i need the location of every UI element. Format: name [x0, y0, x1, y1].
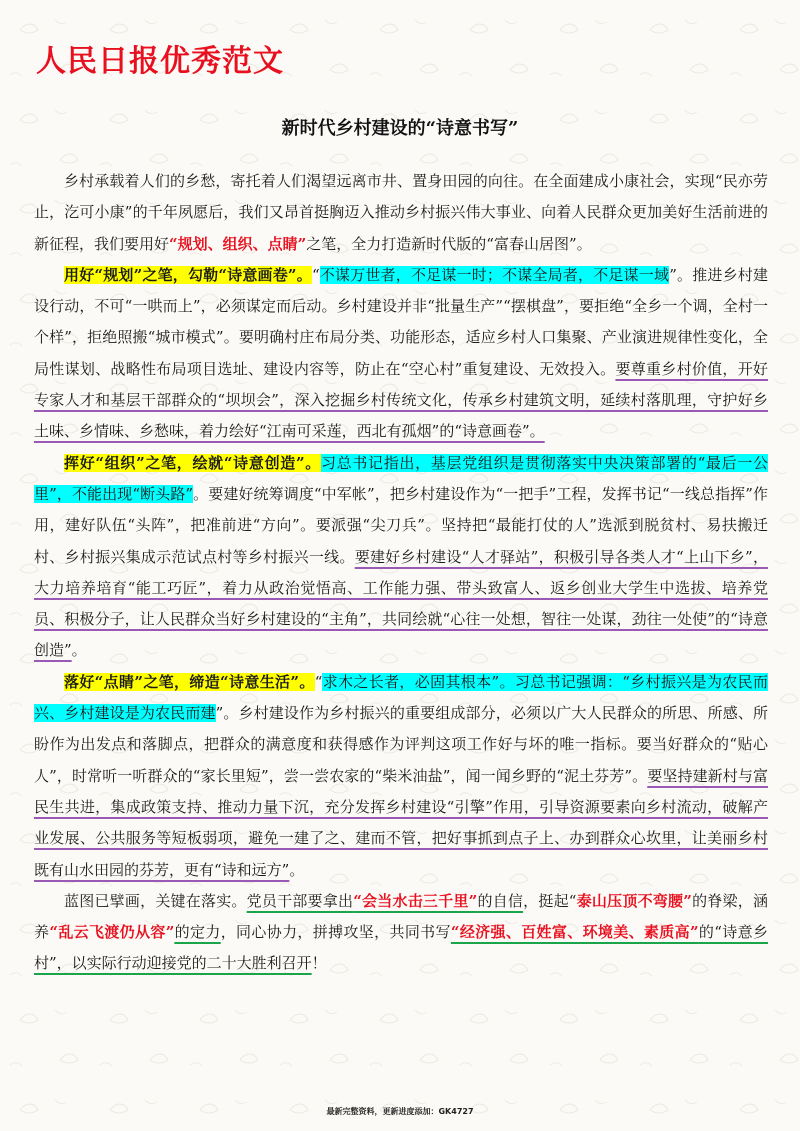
article-title: 新时代乡村建设的“诗意书写” [281, 118, 519, 139]
paragraph-3: 挥好“组织”之笔，绘就“诗意创造”。习总书记指出，基层党组织是贯彻落实中央决策部署的“最后一公里”，不能出现“断头路”。要建好统筹调度“中军帐”，把乡村建设作为“一把手”工程，发挥书记“一线总指挥”作用，建好队伍“头阵”，把准前进“方向”。要派强“尖刀兵”。坚持把“最能打仗的人”选派到脱贫村、易扶搬迁村、乡村振兴集成示范试点村等乡村振兴一线。要建好乡村建设“人才驿站”，积极引导各类人才“上山下乡”，大力培养培育“能工巧匠”，着力从政治觉悟高、工作能力强、带头致富人、返乡创业大学生中选拔、培养党员、积极分子，让人民群众当好乡村建设的“主角”，共同绘就“心往一处想，智往一处谋，劲往一处使”的“诗意创造”。 [34, 453, 769, 660]
paragraph-2: 用好“规划”之笔，勾勒“诗意画卷”。“不谋万世者，不足谋一时；不谋全局者，不足谋一域”。推进乡村建设行动，不可“一哄而上”，必须谋定而后动。乡村建设并非“批量生产”“摆棋盘”，要拒绝“全乡一个调，全村一个样”，拒绝照搬“城市模式”。要明确村庄布局分类、功能形态，适应乡村人口集聚、产业演进规律性变化，全局性谋划、战略性布局项目选址、建设内容等，防止在“空心村”重复建设、无效投入。要尊重乡村价值，开好专家人才和基层干部群众的“坝坝会”，深入挖掘乡村传统文化，传承乡村建筑文明，延续村落肌理，守护好乡土味、乡情味、乡愁味，着力绘好“江南可采莲，西北有孤烟”的“诗意画卷”。 [34, 265, 768, 441]
underlined-text: 的“诗意乡村”，以实际行动迎接党的二十大胜利召开 [34, 923, 768, 973]
quote-highlight: 求木之长者，必固其根本”。习总书记强调：“乡村振兴是为农民而兴、乡村建设是为农民而建 [34, 672, 769, 723]
quote-highlight: 习总书记指出，基层党组织是贯彻落实中央决策部署的“最后一公里”，不能出现“断头路” [34, 453, 769, 503]
quote-highlight: 不谋万世者，不足谋一时；不谋全局者，不足谋一域 [319, 265, 670, 284]
paragraph-5: 蓝图已擘画，关键在落实。党员干部要拿出“会当水击三千里”的自信，挺起“泰山压顶不弯腰”的脊梁，涵养“乱云飞渡仍从容”的定力，同心协力，拼搏攻坚，共同书写“经济强、百姓富、环境美、素质高”的“诗意乡村”，以实际行动迎接党的二十大胜利召开！ [34, 891, 768, 973]
underlined-text: 要尊重乡村价值，开好专家人才和基层干部群众的“坝坝会”，深入挖掘乡村传统文化，传承乡村建筑文明，延续村落肌理，守护好乡土味、乡情味、乡愁味，着力绘好“江南可采莲，西北有孤烟”的“诗意画卷”。 [34, 359, 768, 441]
article-body [34, 166, 768, 980]
underlined-text: 党员干部要拿出“会当水击三千里”的自信 [246, 891, 524, 910]
section-heading-organization: 挥好“组织”之笔，绘就“诗意创造”。 [64, 453, 321, 472]
page-header: 人民日报优秀范文 [36, 44, 284, 79]
section-heading-planning: 用好“规划”之笔，勾勒“诗意画卷”。 [64, 265, 312, 284]
underlined-text: 的定力 [174, 923, 221, 942]
paragraph-1: 乡村承载着人们的乡愁，寄托着人们渴望远离市井、置身田园的向往。在全面建成小康社会，实现“民亦劳止，汔可小康”的千年夙愿后，我们又昂首挺胸迈入推动乡村振兴伟大事业、向着人民群众更加美好生活前进的新征程，我们要用好“规划、组织、点睛”之笔，全力打造新时代版的“富春山居图”。 [34, 172, 768, 253]
page-footer: 最新完整资料，更新进度添加：GK4727 [326, 1107, 474, 1116]
underlined-text: “经济强、百姓富、环境美、素质高” [450, 923, 699, 942]
paragraph-4: 落好“点睛”之笔，缔造“诗意生活”。“求木之长者，必固其根本”。习总书记强调：“乡村振兴是为农民而兴、乡村建设是为农民而建”。乡村建设作为乡村振兴的重要组成部分，必须以广大人民群众的所思、所感、所盼作为出发点和落脚点，把群众的满意度和获得感作为评判这项工作好与坏的唯一指标。要当好群众的“贴心人”，时常听一听群众的“家长里短”，尝一尝农家的“柴米油盐”，闻一闻乡野的“泥土芬芳”。要坚持建新村与富民生共进，集成政策支持、推动力量下沉，充分发挥乡村建设“引擎”作用，引导资源要素向乡村流动，破解产业发展、公共服务等短板弱项，避免一建了之、建而不管，把好事抓到点子上、办到群众心坎里，让美丽乡村既有山水田园的芬芳，更有“诗和远方”。 [34, 672, 769, 879]
underlined-text: 要坚持建新村与富民生共进，集成政策支持、推动力量下沉，充分发挥乡村建设“引擎”作用，引导资源要素向乡村流动，破解产业发展、公共服务等短板弱项，避免一建了之、建而不管，把好事抓到点子上、办到群众心坎里，让美丽乡村既有山水田园的芬芳，更有“诗和远方” [34, 766, 768, 879]
section-heading-finishing: 落好“点睛”之笔，缔造“诗意生活”。 [64, 672, 315, 691]
underlined-text: 要建好乡村建设“人才驿站”，积极引导各类人才“上山下乡”，大力培养培育“能工巧匠”，着力从政治觉悟高、工作能力强、带头致富人、返乡创业大学生中选拔、培养党员、积极分子，让人民群众当好乡村建设的“主角”，共同绘就“心往一处想，智往一处谋，劲往一处使”的“诗意创造” [34, 547, 768, 660]
